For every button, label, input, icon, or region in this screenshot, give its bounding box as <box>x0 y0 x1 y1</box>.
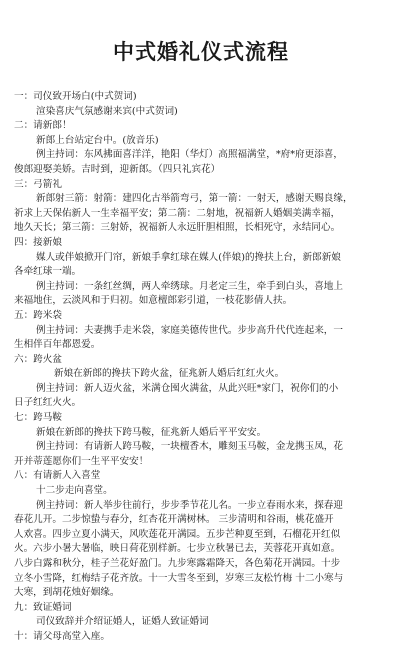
text-line: 例主持词：新人举步往前行，步步季节花儿名。一步立春雨水来，探春迎 <box>36 499 343 511</box>
text-line: 六：跨火盆 <box>14 353 62 365</box>
text-line: 渲染喜庆气氛感谢来宾(中式贺词) <box>36 105 178 117</box>
text-line: 例主持词：夫妻携手走米袋，家庭美德传世代。步步高升代代连起来，一 <box>36 324 343 336</box>
text-line: 七：跨马鞍 <box>14 412 62 424</box>
text-line: 地久天长；第三箭：三射娇，祝福新人永远肝胆相照，长相死守，永结同心。 <box>14 222 341 234</box>
text-line: 俊郎迎娶美娇。吉时到，迎新郎。（四只礼宾花） <box>14 163 221 175</box>
document-title: 中式婚礼仪式流程 <box>113 40 289 64</box>
text-line: 八：有请新人入喜堂 <box>14 470 101 482</box>
text-line: 四：接新娘 <box>14 236 62 248</box>
document-body <box>14 90 388 645</box>
text-line: 九：致证婚词 <box>14 601 72 613</box>
text-line: 三：弓箭礼 <box>14 178 62 190</box>
text-line: 祈求上天保佑新人一生幸福平安；第二箭：二射地，祝福新人婚姻美满幸福， <box>14 207 341 219</box>
text-line: 来福地住，云淡风和于归初。如意檀郎彩引道，一枝花影倩人扶。 <box>14 295 293 307</box>
text-line: 大寒，到胡花烛好姻缘。 <box>14 587 120 599</box>
text-line: 人欢喜。四步立夏小满天，风吹莲花开满园。五步芒种夏至到，石榴花开红似 <box>14 528 341 540</box>
text-line: 媒人或伴娘掀开门帘，新娘手拿红球在媒人(伴娘)的搀扶上台，新郎新娘 <box>36 251 341 263</box>
text-line: 生相伴百年都恩爱。 <box>14 339 101 351</box>
text-line: 五：跨米袋 <box>14 309 62 321</box>
text-line: 二：请新郎！ <box>14 120 72 132</box>
text-line: 火。六步小暑大暑临，映日荷花别样新。七步立秋暑已去，芙蓉花开真如意。 <box>14 543 341 555</box>
text-line: 新娘在新郎的搀扶下跨火盆，征兆新人婚后红红火火。 <box>54 368 285 380</box>
text-line: 春花儿开。二步惊蛰与春分，红杏花开满树林。 三步清明和谷雨，桃花盛开 <box>14 514 334 526</box>
text-line: 十二步走向喜堂。 <box>36 485 113 497</box>
text-line: 立冬小雪降，红梅结子花齐放。十一大雪冬至到，岁寒三友松竹梅 十二小寒与 <box>14 572 344 584</box>
text-line: 各牵红球一端。 <box>14 266 82 278</box>
text-line: 一：司仪致开场白(中式贺词) <box>14 91 137 102</box>
text-line: 十：请父母高堂入座。 <box>14 630 110 642</box>
text-line: 开并蒂莲愿你们一生平平安安！ <box>14 455 149 467</box>
text-line: 例主持词：一条红丝绸，两人牵绣球。月老定三生，牵手到白头，喜地上 <box>36 280 343 292</box>
text-line: 例主持词：东风拂面喜洋洋，艳阳（华灯）高照福满堂，*府*府更添喜， <box>36 149 343 161</box>
text-line: 例主持词：有请新人跨马鞍，一块檀香木，雕刻玉马鞍，金龙携玉凤，花 <box>36 441 343 453</box>
text-line: 新郎上台站定台中。(放音乐) <box>36 134 159 146</box>
text-line: 司仪致辞并介绍证婚人，证婚人致证婚词 <box>36 616 209 628</box>
text-line: 例主持词：新人迈火盆，米满仓囤火满盆，从此兴旺*家门，祝你们的小 <box>36 382 339 394</box>
text-line: 日子红红火火。 <box>14 397 82 409</box>
text-line: 八步白露和秋分，桂子兰花好盈门。九步寒露霜降天，各色菊花开满园。十步 <box>14 558 341 569</box>
text-line: 新郎射三箭：射箭：建四化古举箭弯弓，第一箭：一射天，感谢天赐良缘， <box>36 193 353 205</box>
text-line: 新娘在新郎的搀扶下跨马鞍，征兆新人婚后平平安安。 <box>36 426 267 438</box>
